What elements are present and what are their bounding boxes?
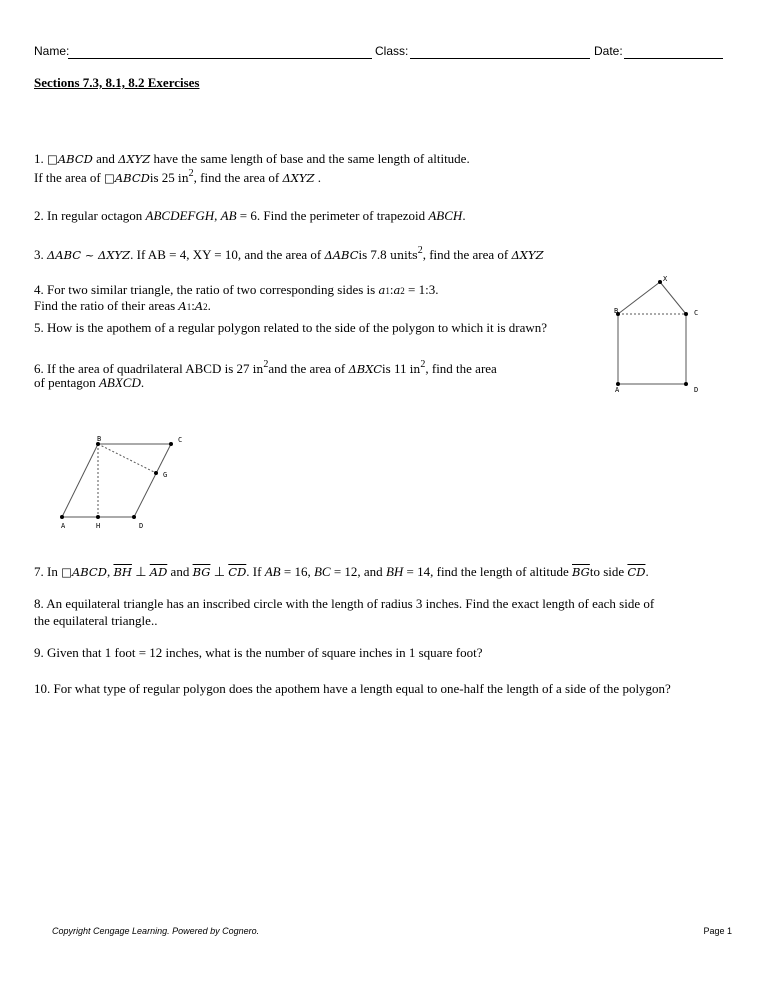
math-expression: A: [178, 299, 187, 313]
question-8-line: [34, 596, 654, 612]
question-text: 8. An equilateral triangle has an inscribed circle with the length of radius 3 inches. Find the exact length of each side of: [34, 596, 655, 611]
label-a: A: [61, 522, 66, 530]
math-expression: units: [389, 249, 418, 262]
question-text: 3.: [34, 247, 47, 262]
math-expression: in: [178, 172, 189, 185]
question-text: 7. In: [34, 564, 62, 579]
question-text: .: [645, 564, 649, 579]
math-expression: 2: [400, 286, 405, 296]
question-7-line: [34, 564, 649, 580]
copyright-footer: Copyright Cengage Learning. Powered by Cognero.: [52, 926, 260, 936]
math-expression: in: [252, 363, 264, 376]
class-label: Class:: [375, 44, 409, 58]
math-expression: □ABCD: [104, 171, 150, 185]
label-c: C: [694, 309, 699, 317]
question-text: the equilateral triangle..: [34, 613, 158, 628]
math-expression: $\overline{BG}$: [572, 565, 590, 579]
question-text: , find the area of: [422, 247, 512, 262]
question-text: , find the area: [425, 361, 497, 376]
math-expression: ΔXYZ: [511, 248, 544, 262]
math-expression: 2: [417, 245, 423, 256]
math-expression: ABCDEFGH: [145, 208, 215, 223]
question-text: . If: [246, 564, 265, 579]
question-text: 10. For what type of regular polygon does the apothem have a length equal to one-half the length of a side of the polygon?: [34, 681, 671, 696]
question-text: ⊥: [131, 564, 150, 579]
math-expression: ABCH: [428, 208, 463, 223]
math-expression: $\overline{AD}$: [149, 565, 168, 579]
question-10-line: [34, 681, 671, 697]
math-expression: a: [393, 283, 401, 297]
point-a: [60, 515, 64, 519]
segment-xc: [660, 282, 686, 314]
math-expression: 2: [420, 359, 426, 370]
math-expression: in: [409, 363, 421, 376]
label-b: B: [614, 307, 619, 315]
math-expression: $\overline{BG}$: [192, 565, 211, 579]
question-text: 4. For two similar triangle, the ratio of two corresponding sides is: [34, 282, 379, 297]
math-expression: 2: [203, 302, 208, 312]
math-expression: A: [194, 299, 204, 313]
math-expression: $\overline{BH}$: [113, 565, 132, 579]
question-text: ⊥: [210, 564, 229, 579]
question-text: .: [462, 208, 466, 223]
math-expression: 1: [385, 286, 390, 296]
question-text: and the area of: [268, 361, 349, 376]
question-text: , find the area of: [193, 170, 283, 185]
question-3-line: [34, 245, 544, 263]
math-expression: AB: [220, 208, 237, 223]
label-a: A: [615, 386, 620, 394]
question-text: 6. If the area of quadrilateral ABCD is 27: [34, 361, 253, 376]
math-expression: 1: [186, 302, 192, 312]
math-expression: BC: [313, 564, 331, 579]
label-d: D: [694, 386, 699, 394]
class-field[interactable]: [410, 58, 590, 59]
point-x: [658, 280, 662, 284]
segment-ab: [62, 444, 98, 517]
math-expression: ΔXYZ: [118, 152, 151, 166]
pentagon-figure: [608, 274, 708, 399]
name-field[interactable]: [68, 58, 372, 59]
math-expression: BH: [385, 564, 404, 579]
question-text: is 11: [382, 361, 410, 376]
question-text: 2. In regular octagon: [34, 208, 146, 223]
question-text: = 16,: [280, 564, 314, 579]
label-h: H: [96, 522, 101, 530]
page-title: Sections 7.3, 8.1, 8.2 Exercises: [34, 75, 200, 90]
question-6-line: [34, 375, 144, 391]
question-text: 5. How is the apothem of a regular polygon related to the side of the polygon to which it is drawn?: [34, 320, 548, 335]
math-expression: a: [378, 283, 386, 297]
math-expression: ΔABC ~ ΔXYZ: [47, 248, 131, 262]
parallelogram-figure: [56, 432, 196, 532]
name-label: Name:: [34, 44, 70, 58]
question-1-line: [34, 151, 470, 167]
question-text: . If AB = 4, XY = 10, and the area of: [130, 247, 325, 262]
math-expression: □ABCD: [61, 565, 107, 579]
question-text: If the area of: [34, 170, 105, 185]
math-expression: $\overline{CD}$: [228, 565, 247, 579]
date-label: Date:: [594, 44, 623, 58]
question-4-line: [34, 282, 439, 298]
question-text: Find the ratio of their areas: [34, 298, 179, 313]
label-x: X: [663, 275, 668, 283]
question-text: = 6. Find the perimeter of trapezoid: [236, 208, 429, 223]
question-text: :: [389, 282, 394, 297]
question-2-line: [34, 208, 466, 224]
math-expression: ΔXYZ: [282, 171, 315, 185]
question-text: ,: [214, 208, 221, 223]
question-text: = 14, find the length of altitude: [403, 564, 572, 579]
question-text: is 25: [149, 170, 179, 185]
altitude-bg: [98, 444, 156, 473]
math-expression: AB: [264, 564, 281, 579]
math-expression: 2: [263, 359, 269, 370]
label-d: D: [139, 522, 144, 530]
math-expression: 2: [188, 168, 194, 179]
math-expression: ΔABC: [324, 248, 359, 262]
label-g: G: [163, 471, 168, 479]
question-9-line: [34, 645, 483, 661]
math-expression: ΔBXC: [348, 362, 383, 376]
question-8-line: [34, 613, 157, 629]
question-text: .: [207, 298, 211, 313]
point-g: [154, 471, 158, 475]
question-text: .: [314, 170, 322, 185]
segment-dc: [134, 444, 171, 517]
question-text: of pentagon: [34, 375, 99, 390]
question-text: 9. Given that 1 foot = 12 inches, what is the number of square inches in 1 square foot?: [34, 645, 483, 660]
question-5-line: [34, 320, 547, 336]
point-c: [169, 442, 173, 446]
page-number: Page 1: [703, 926, 732, 936]
question-text: = 12, and: [330, 564, 386, 579]
point-d: [684, 382, 688, 386]
question-4-line: [34, 298, 211, 314]
math-expression: □ABCD: [47, 152, 93, 166]
point-d: [132, 515, 136, 519]
question-text: ,: [106, 564, 114, 579]
question-1-line: [34, 168, 321, 186]
question-text: to side: [589, 564, 628, 579]
question-text: and: [167, 564, 193, 579]
question-text: = 1:3.: [404, 282, 439, 297]
point-c: [684, 312, 688, 316]
question-text: .: [140, 375, 145, 390]
segment-bx: [618, 282, 660, 314]
point-h: [96, 515, 100, 519]
math-expression: ABXCD: [98, 375, 141, 390]
question-text: :: [191, 298, 195, 313]
question-text: have the same length of base and the same length of altitude.: [150, 151, 470, 166]
question-text: is 7.8: [358, 247, 390, 262]
question-text: and: [92, 151, 119, 166]
question-text: 1.: [34, 151, 47, 166]
math-expression: $\overline{CD}$: [627, 565, 646, 579]
label-b: B: [97, 435, 102, 443]
date-field[interactable]: [624, 58, 723, 59]
label-c: C: [178, 436, 183, 444]
